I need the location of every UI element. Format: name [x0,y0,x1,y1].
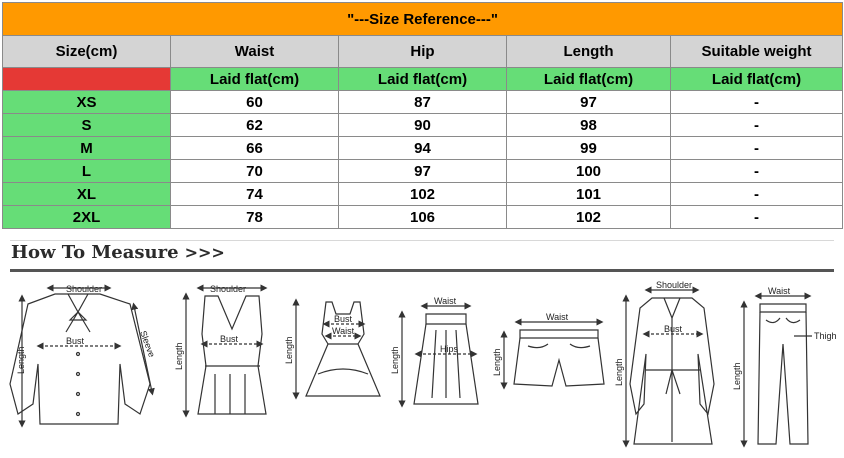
hips-label: Hips [440,344,459,354]
shoulder-label: Shoulder [210,284,247,294]
how-to-measure-text: How To Measure [11,242,179,263]
waist-cell: 62 [171,114,339,137]
shoulder-label: Shoulder [66,284,103,294]
bust-label: Bust [664,324,683,334]
subheader-corner [3,68,171,91]
header-hip: Hip [339,36,507,68]
hip-cell: 102 [339,183,507,206]
weight-cell: - [671,183,843,206]
table-row [3,91,843,114]
waist-label: Waist [332,326,355,336]
trousers-icon [744,296,812,444]
length-label: Length [174,342,184,370]
length-label: Length [732,362,742,390]
skirt-icon [402,306,478,404]
subheader-waist: Laid flat(cm) [171,68,339,91]
length-label: Length [492,348,502,376]
how-to-measure-section [0,234,844,458]
size-label: S [3,114,171,137]
table-row [3,114,843,137]
waist-label: Waist [768,286,791,296]
table-title: "---Size Reference---" [3,3,843,36]
measurement-illustrations [0,274,844,454]
length-label: Length [16,346,26,374]
weight-cell: - [671,206,843,229]
coat-icon [626,290,714,444]
hip-cell: 94 [339,137,507,160]
length-label: Length [390,346,400,374]
subheader-length: Laid flat(cm) [507,68,671,91]
table-row [3,183,843,206]
bust-label: Bust [220,334,239,344]
size-label: 2XL [3,206,171,229]
length-cell: 101 [507,183,671,206]
size-label: M [3,137,171,160]
waist-cell: 78 [171,206,339,229]
header-size: Size(cm) [3,36,171,68]
weight-cell: - [671,137,843,160]
weight-cell: - [671,114,843,137]
table-row [3,160,843,183]
blouse-icon [10,288,152,424]
waist-cell: 74 [171,183,339,206]
weight-cell: - [671,160,843,183]
length-cell: 100 [507,160,671,183]
shorts-icon [504,322,604,386]
hip-cell: 90 [339,114,507,137]
divider [10,269,834,272]
size-reference-table [2,2,843,229]
waist-cell: 60 [171,91,339,114]
waist-cell: 66 [171,137,339,160]
how-to-measure-title [11,242,225,263]
size-label: XL [3,183,171,206]
shoulder-label: Shoulder [656,280,693,290]
length-cell: 99 [507,137,671,160]
header-length: Length [507,36,671,68]
header-suitable-weight: Suitable weight [671,36,843,68]
size-label: L [3,160,171,183]
hip-cell: 87 [339,91,507,114]
bust-label: Bust [66,336,85,346]
weight-cell: - [671,91,843,114]
length-cell: 102 [507,206,671,229]
divider [10,240,834,241]
tank-top-icon [186,288,266,414]
hip-cell: 97 [339,160,507,183]
waist-cell: 70 [171,160,339,183]
subheader-weight: Laid flat(cm) [671,68,843,91]
waist-label: Waist [434,296,457,306]
size-label: XS [3,91,171,114]
waist-label: Waist [546,312,569,322]
bust-label: Bust [334,314,353,324]
sleeve-label: Sleeve [138,329,157,359]
subheader-hip: Laid flat(cm) [339,68,507,91]
thigh-label: Thigh [814,331,837,341]
header-waist: Waist [171,36,339,68]
length-label: Length [284,336,294,364]
hip-cell: 106 [339,206,507,229]
table-row [3,137,843,160]
length-cell: 98 [507,114,671,137]
length-cell: 97 [507,91,671,114]
table-row [3,206,843,229]
chevrons-icon: >>> [184,243,225,262]
length-label: Length [614,358,624,386]
